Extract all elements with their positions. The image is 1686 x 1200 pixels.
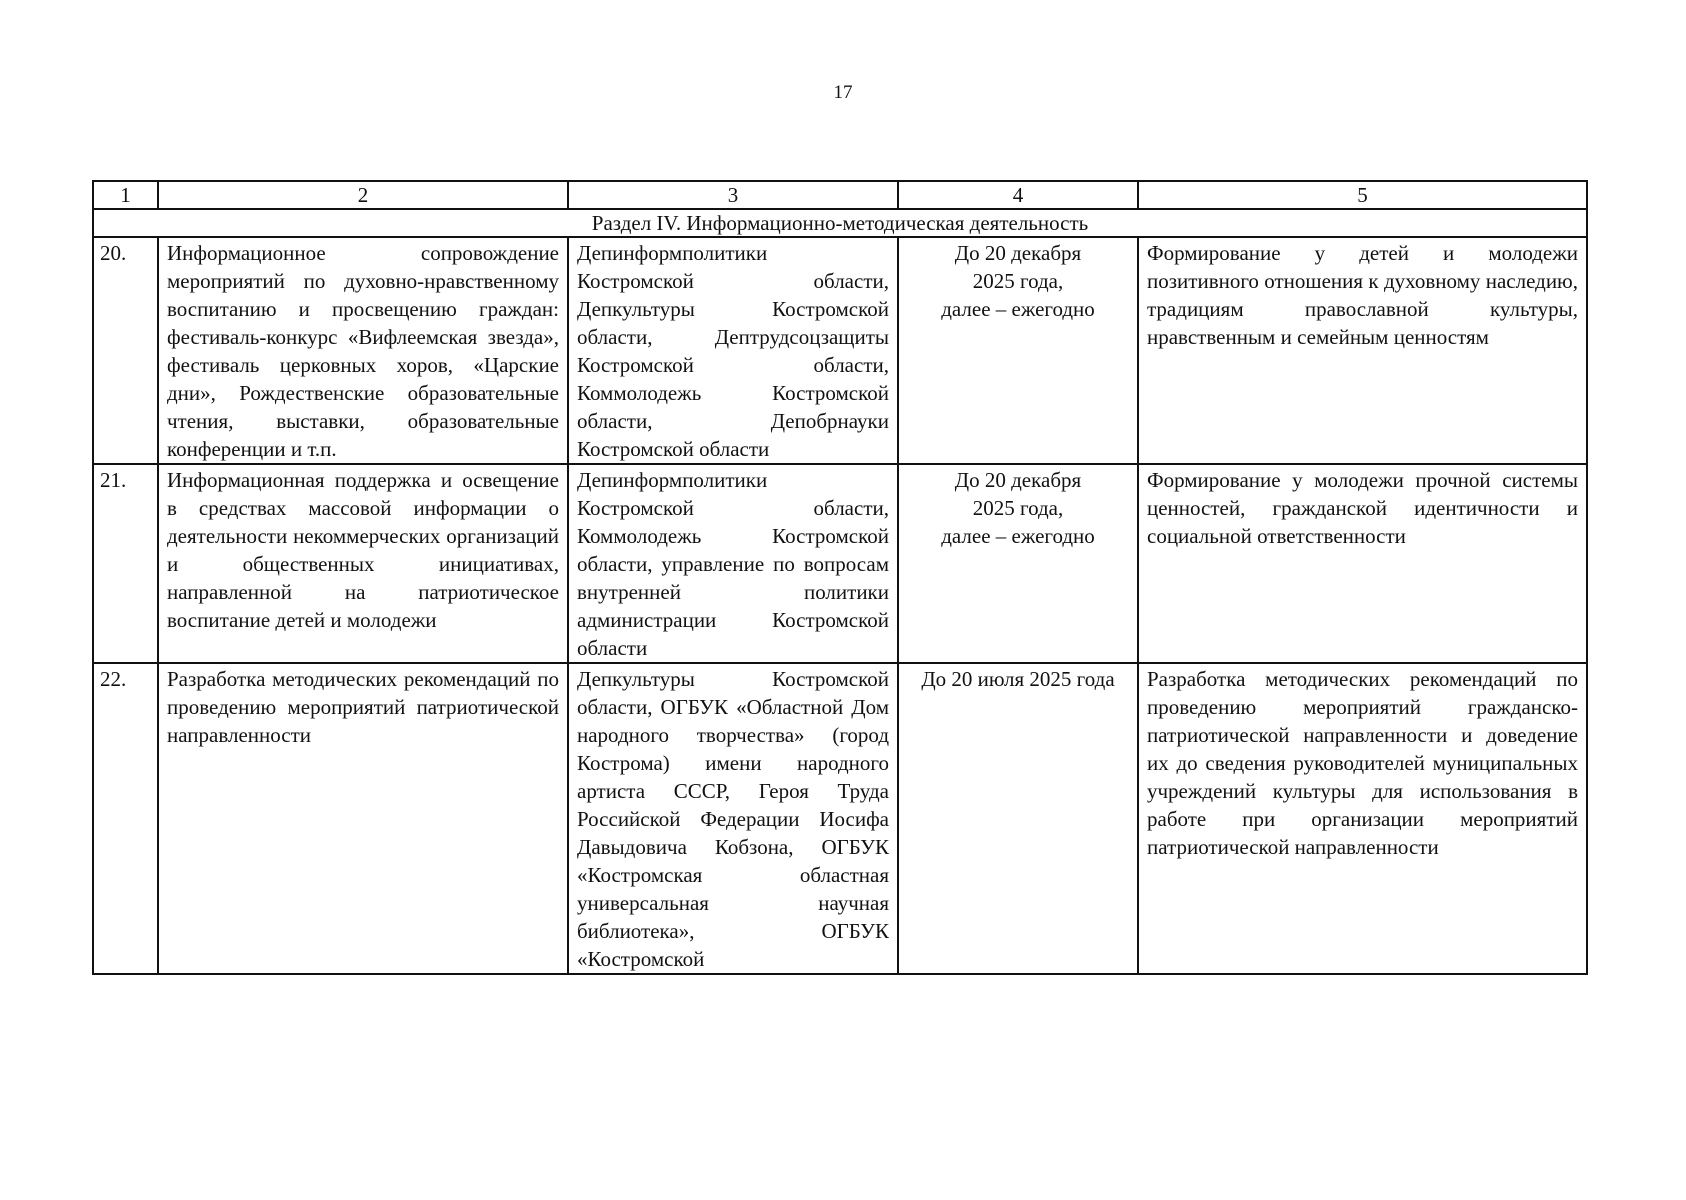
- deadline-cell: [898, 237, 1138, 464]
- column-header-4: 4: [898, 181, 1138, 209]
- table-row: [93, 663, 1587, 974]
- deadline-line: До 20 июля 2025 года: [921, 667, 1115, 691]
- section-row: [93, 209, 1587, 237]
- result-cell: Разработка методических рекомендаций по проведению мероприятий гражданско-патриотической направленности и доведение их до сведения руководителей муниципальных учреждений культуры для использования в работе при организации мероприятий патриотической направленности: [1138, 663, 1587, 974]
- activities-table: [92, 180, 1588, 975]
- column-header-5: 5: [1138, 181, 1587, 209]
- column-header-3: 3: [568, 181, 898, 209]
- deadline-line: далее – ежегодно: [941, 297, 1095, 321]
- event-cell: Разработка методических рекомендаций по проведению мероприятий патриотической направленности: [158, 663, 568, 974]
- result-cell: Формирование у детей и молодежи позитивного отношения к духовному наследию, традициям православной культуры, нравственным и семейным ценностям: [1138, 237, 1587, 464]
- column-number-row: [93, 181, 1587, 209]
- column-header-1: 1: [93, 181, 158, 209]
- table-row: [93, 237, 1587, 464]
- deadline-line: До 20 декабря: [954, 468, 1082, 492]
- row-number: 20.: [93, 237, 158, 464]
- deadline-line: 2025 года,: [972, 496, 1064, 520]
- event-cell: Информационная поддержка и освещение в средствах массовой информации о деятельности некоммерческих организаций и общественных инициативах, направленной на патриотическое воспитание детей и молодежи: [158, 464, 568, 663]
- deadline-cell: [898, 663, 1138, 974]
- section-title: Раздел IV. Информационно-методическая деятельность: [93, 209, 1587, 237]
- page-number: 17: [833, 82, 853, 103]
- deadline-line: До 20 декабря: [954, 241, 1082, 265]
- executors-cell: Депинформполитики Костромской области, Коммолодежь Костромской области, управление по вопросам внутренней политики администрации Костромской области: [568, 464, 898, 663]
- deadline-cell: [898, 464, 1138, 663]
- row-number: 21.: [93, 464, 158, 663]
- deadline-line: 2025 года,: [972, 269, 1064, 293]
- result-cell: Формирование у молодежи прочной системы ценностей, гражданской идентичности и социальной ответственности: [1138, 464, 1587, 663]
- row-number: 22.: [93, 663, 158, 974]
- executors-cell: Депкультуры Костромской области, ОГБУК «Областной Дом народного творчества» (город Кострома) имени народного артиста СССР, Героя Труда Российской Федерации Иосифа Давыдовича Кобзона, ОГБУК «Костромская областная универсальная научная библиотека», ОГБУК «Костромской: [568, 663, 898, 974]
- column-header-2: 2: [158, 181, 568, 209]
- table-row: [93, 464, 1587, 663]
- executors-cell: Депинформполитики Костромской области, Депкультуры Костромской области, Дептрудсоцзащиты Костромской области, Коммолодежь Костромской области, Депобрнауки Костромской области: [568, 237, 898, 464]
- deadline-line: далее – ежегодно: [941, 524, 1095, 548]
- event-cell: Информационное сопровождение мероприятий по духовно-нравственному воспитанию и просвещению граждан: фестиваль-конкурс «Вифлеемская звезда», фестиваль церковных хоров, «Царские дни», Рождественские образовательные чтения, выставки, образовательные конференции и т.п.: [158, 237, 568, 464]
